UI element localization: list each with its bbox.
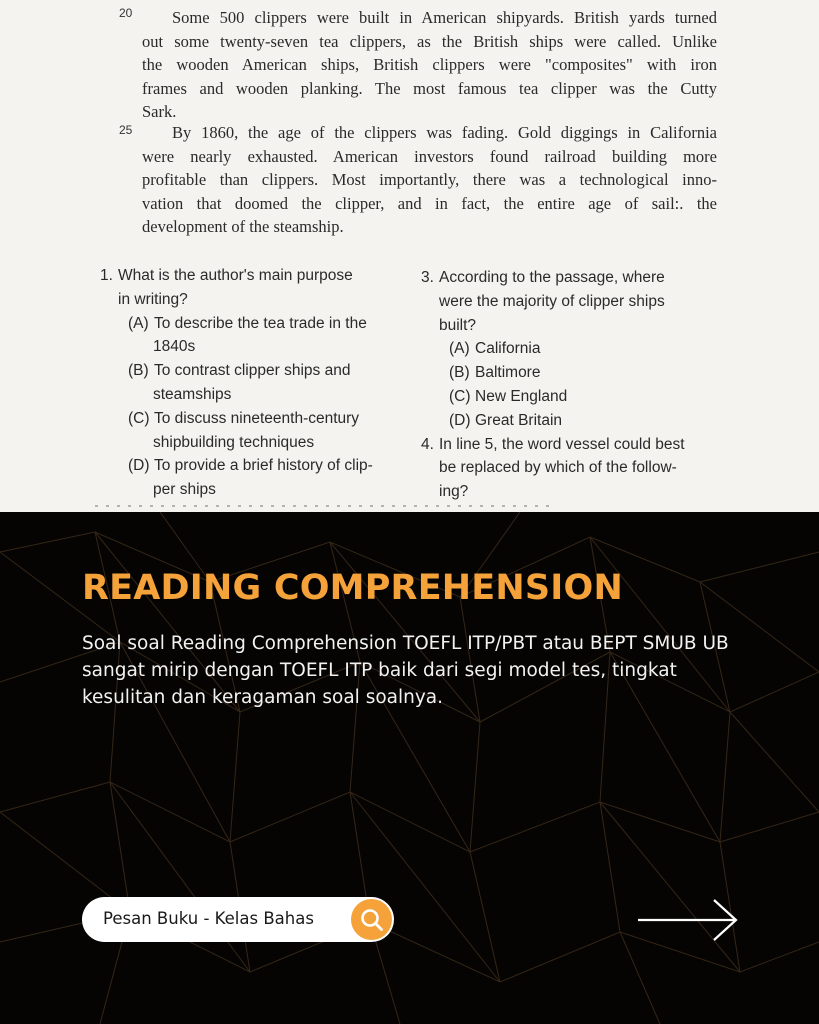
question-3 [421,266,721,504]
section-heading: READING COMPREHENSION [82,568,623,608]
search-bar[interactable] [82,897,394,942]
option-text: Baltimore [475,364,541,382]
question-number: 1. [100,267,113,284]
option-text: shipbuilding techniques [153,433,315,451]
option-text: To contrast clipper ships and [154,362,351,380]
option-letter: (C) [449,387,471,405]
truncated-text-remnant [95,505,555,507]
passage-line: Some 500 clippers were built in American shipyards. British yards turned [172,8,717,27]
passage-line: Sark. [142,102,177,121]
arrow-right-icon[interactable] [636,898,740,942]
question-stem: built? [439,316,477,334]
question-stem: According to the passage, where [439,269,665,286]
option-text: New England [475,387,568,405]
passage-line: the wooden American ships, British clippers were "composites" with iron [142,55,717,74]
magnifier-icon [359,907,385,933]
line-number: 25 [119,123,133,137]
option-letter: (A) [449,340,470,358]
option-letter: (B) [128,362,149,380]
question-stem: In line 5, the word vessel could best [439,435,685,453]
passage-line: out some twenty-seven tea clippers, as the British ships were called. Unlike [142,31,717,51]
question-number: 3. [421,269,434,286]
option-letter: (B) [449,364,470,382]
option-text: steamships [153,385,232,403]
section-description: Soal soal Reading Comprehension TOEFL ITP/PBT atau BEPT SMUB UB sangat mirip dengan TOEFL ITP baik dari segi model tes, tingkat kesulitan dan keragaman soal soalnya. [82,633,729,708]
option-text: Great Britain [475,411,563,429]
search-text[interactable]: Pesan Buku - Kelas Bahas [103,909,314,928]
question-1 [100,264,400,502]
question-stem: be replaced by which of the follow- [439,459,677,477]
passage-line: By 1860, the age of the clippers was fading. Gold diggings in California [172,123,717,142]
option-letter: (A) [128,314,149,332]
passage-line: profitable than clippers. Most importantly, there was a technological inno- [142,170,717,189]
search-button[interactable] [351,899,392,940]
question-number: 4. [421,435,434,453]
question-stem: were the majority of clipper ships [439,292,665,310]
option-letter: (C) [128,409,150,427]
passage-line: frames and wooden planking. The most famous tea clipper was the Cutty [142,78,717,98]
passage-line: vation that doomed the clipper, and in fact, the entire age of sail:. the [142,193,717,213]
option-text: To discuss nineteenth-century [154,409,360,427]
question-stem: ing? [439,483,469,501]
question-stem: in writing? [118,290,188,308]
promo-section [0,512,819,1024]
option-text: per ships [153,481,216,499]
option-text: To describe the tea trade in the [154,314,367,332]
passage-paragraph-2 [142,121,717,239]
question-4 [421,433,721,457]
option-text: To provide a brief history of clip- [154,457,373,475]
passage-paragraph-1 [142,6,717,124]
option-letter: (D) [449,411,471,429]
line-number: 20 [119,6,133,20]
option-letter: (D) [128,457,150,475]
option-text: 1840s [153,338,196,356]
passage-line: development of the steamship. [142,217,344,236]
passage-line: were nearly exhausted. American investors found railroad building more [142,146,717,166]
option-text: California [475,340,541,358]
question-stem: What is the author's main purpose [118,267,353,284]
